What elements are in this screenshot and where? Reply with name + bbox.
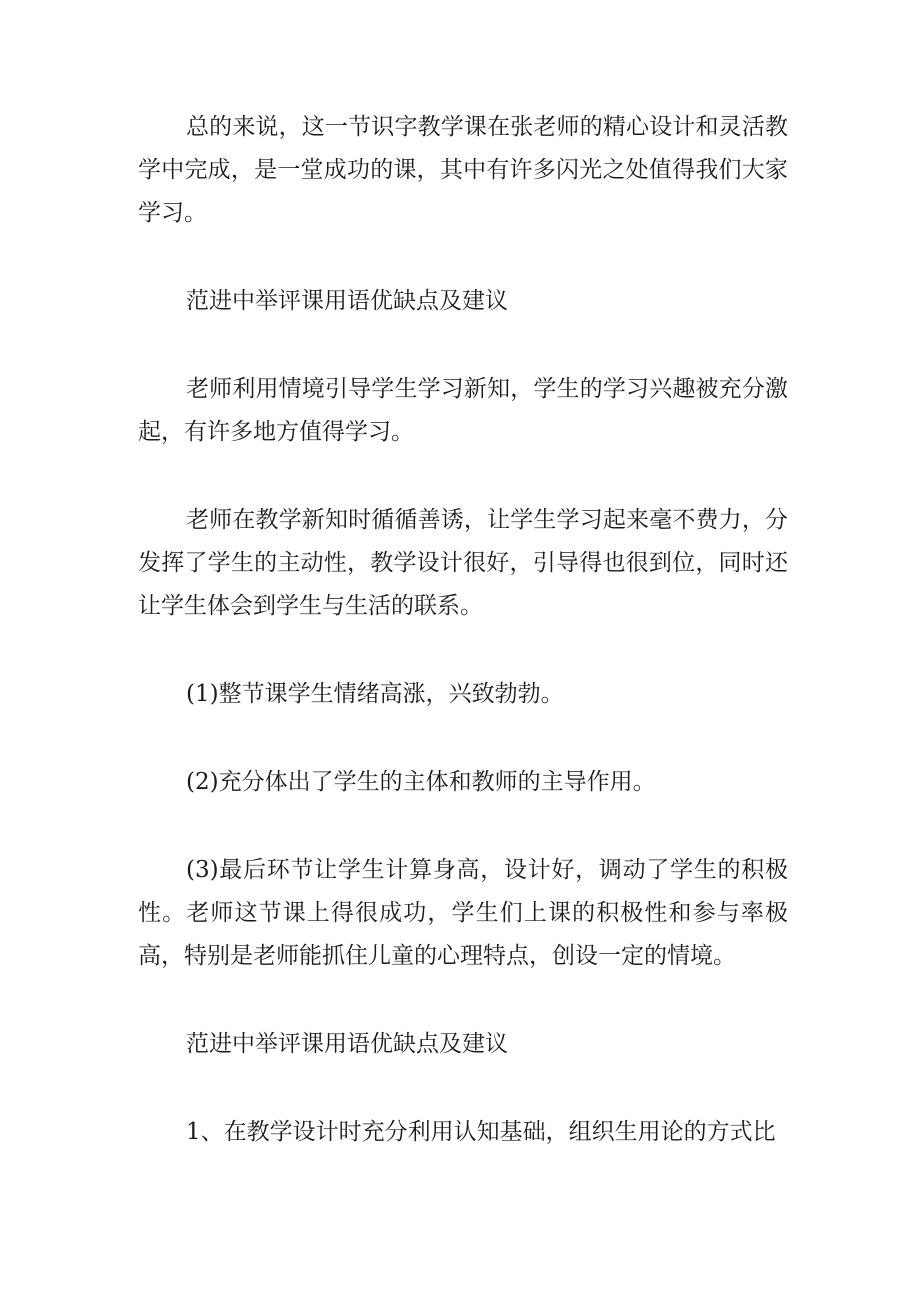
list-item-3: (3)最后环节让学生计算身高，设计好，调动了学生的积极性。老师这节课上得很成功，学生们上课的积极性和参与率极高，特别是老师能抓住儿童的心理特点，创设一定的情境。 [138,857,788,969]
paragraph-summary: 总的来说，这一节识字教学课在张老师的精心设计和灵活教学中完成，是一堂成功的课，其中有许多闪光之处值得我们大家学习。 [138,114,788,226]
document-body [138,106,788,1199]
list-item-2: (2)充分体出了学生的主体和教师的主导作用。 [186,769,656,795]
paragraph-suggestion-1: 1、在教学设计时充分利用认知基础，组织生用论的方式比 [186,1119,776,1145]
paragraph-teaching-method: 老师在教学新知时循循善诱，让学生学习起来毫不费力，分发挥了学生的主动性，教学设计很好，引导得也很到位，同时还让学生体会到学生与生活的联系。 [138,507,788,619]
section-heading: 范进中举评课用语优缺点及建议 [186,288,508,314]
list-item-1: (1)整节课学生情绪高涨，兴致勃勃。 [186,681,564,707]
paragraph-context-guidance: 老师利用情境引导学生学习新知，学生的学习兴趣被充分激起，有许多地方值得学习。 [138,376,788,445]
section-heading: 范进中举评课用语优缺点及建议 [186,1031,508,1057]
